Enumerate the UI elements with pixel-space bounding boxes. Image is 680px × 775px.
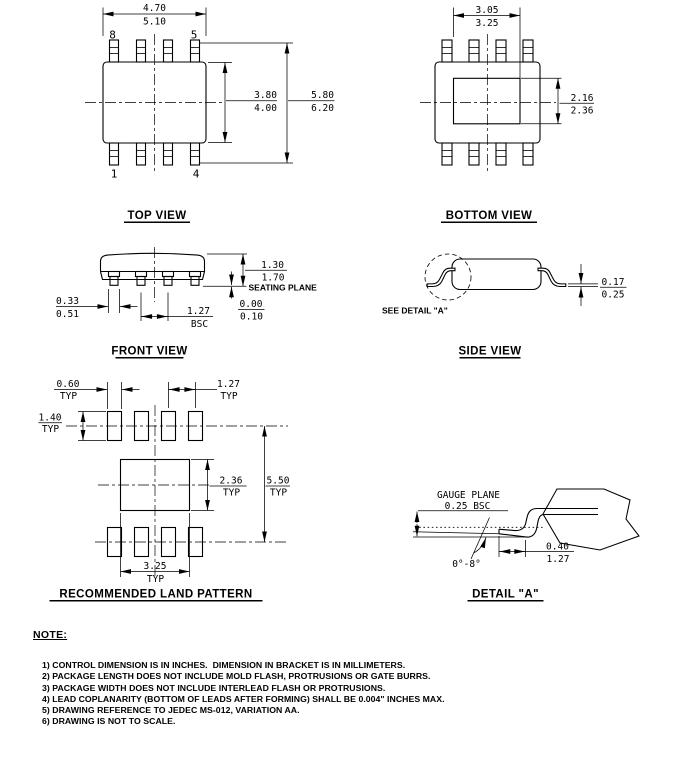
gauge-offset-label: 0.25 BSC	[444, 501, 491, 512]
detail-a-title: DETAIL "A"	[472, 588, 539, 601]
svg-text:5.10: 5.10	[143, 16, 166, 28]
svg-text:2.36: 2.36	[219, 475, 243, 487]
side-view-body	[452, 259, 541, 290]
svg-text:3.05: 3.05	[475, 5, 499, 16]
land-pattern	[39, 379, 291, 601]
front-view-dim-lead-width	[56, 289, 138, 320]
bottom-view-dim-pad-width	[454, 5, 521, 78]
svg-text:1.27: 1.27	[546, 553, 570, 565]
pin-5-label: 5	[190, 28, 198, 42]
svg-text:0.25: 0.25	[601, 289, 625, 301]
bottom-view-title: BOTTOM VIEW	[445, 210, 533, 222]
notes-section	[33, 629, 445, 728]
svg-text:0.00: 0.00	[239, 299, 263, 310]
svg-text:6.20: 6.20	[311, 102, 334, 114]
side-view-lead-right	[538, 268, 566, 286]
bottom-view	[420, 5, 594, 222]
land-dim-row-span	[265, 426, 291, 542]
svg-text:4.00: 4.00	[254, 102, 277, 114]
svg-text:0.10: 0.10	[240, 311, 263, 323]
front-view-dim-pitch	[141, 293, 213, 330]
detail-a-callout-circle	[425, 254, 471, 300]
svg-text:TYP: TYP	[41, 424, 60, 436]
svg-text:1.27: 1.27	[217, 379, 240, 391]
land-pattern-title: RECOMMENDED LAND PATTERN	[59, 588, 253, 601]
notes-list	[42, 660, 445, 728]
note-item: 2) PACKAGE LENGTH DOES NOT INCLUDE MOLD FLASH, PROTRUSIONS OR GATE BURRS.	[42, 671, 431, 682]
svg-text:1.27: 1.27	[187, 306, 210, 318]
svg-text:0.17: 0.17	[601, 276, 625, 288]
front-view-body	[101, 253, 205, 279]
lead-tip-ref	[413, 532, 499, 534]
svg-text:TYP: TYP	[222, 487, 241, 499]
note-item: 6) DRAWING IS NOT TO SCALE.	[42, 716, 176, 727]
front-view-title: FRONT VIEW	[111, 345, 188, 358]
svg-text:TYP: TYP	[220, 390, 238, 402]
svg-text:0.51: 0.51	[56, 308, 79, 320]
top-view-title: TOP VIEW	[127, 210, 187, 222]
svg-text:0.60: 0.60	[56, 379, 80, 391]
land-dim-pitch	[169, 379, 240, 408]
svg-text:2.16: 2.16	[570, 92, 594, 104]
exposed-pad	[454, 78, 521, 124]
svg-text:BSC: BSC	[190, 318, 209, 330]
side-view-title: SIDE VIEW	[458, 345, 522, 358]
svg-text:1.30: 1.30	[261, 259, 284, 271]
front-view-dim-height	[207, 254, 287, 286]
side-view-lead	[427, 268, 455, 286]
svg-text:0.40: 0.40	[546, 541, 569, 553]
pin-1-label: 1	[110, 167, 118, 181]
svg-text:0°-8°: 0°-8°	[452, 559, 481, 570]
note-item: 3) PACKAGE WIDTH DOES NOT INCLUDE INTERLEAD FLASH OR PROTRUSIONS.	[42, 682, 386, 693]
svg-text:3.25: 3.25	[475, 18, 499, 29]
bottom-view-dim-pad-height	[521, 78, 594, 124]
note-item: 4) LEAD COPLANARITY (BOTTOM OF LEADS AFTER FORMING) SHALL BE 0.004" INCHES MAX.	[42, 693, 445, 704]
svg-text:3.25: 3.25	[143, 561, 167, 573]
top-view-dim-body-height	[208, 63, 277, 143]
svg-text:5.80: 5.80	[311, 90, 334, 101]
svg-text:5.50: 5.50	[266, 475, 290, 487]
front-view	[56, 247, 317, 358]
side-view-dim-lead-thickness	[568, 264, 627, 306]
svg-text:3.80: 3.80	[254, 90, 277, 101]
svg-text:TYP: TYP	[59, 390, 78, 402]
svg-text:1.40: 1.40	[38, 412, 62, 424]
svg-text:0.33: 0.33	[56, 296, 79, 308]
svg-text:TYP: TYP	[269, 487, 288, 499]
front-view-dim-standoff	[232, 272, 265, 323]
notes-heading: NOTE:	[33, 629, 68, 641]
note-item: 5) DRAWING REFERENCE TO JEDEC MS-012, VARIATION AA.	[42, 705, 300, 716]
pin-4-label: 4	[192, 167, 200, 181]
svg-text:4.70: 4.70	[143, 3, 166, 14]
pin-8-label: 8	[109, 28, 116, 42]
svg-text:1.70: 1.70	[261, 272, 285, 284]
detail-a-dim-angle	[452, 518, 489, 571]
see-detail-a-label: SEE DETAIL "A"	[382, 305, 448, 316]
gauge-plane-label: GAUGE PLANE	[437, 489, 500, 501]
svg-text:TYP: TYP	[146, 573, 165, 585]
seating-plane-label: SEATING PLANE	[248, 282, 317, 293]
land-dim-pad-width	[54, 379, 140, 409]
top-view	[85, 3, 335, 222]
side-view	[382, 254, 627, 358]
detail-a	[413, 489, 639, 601]
note-item: 1) CONTROL DIMENSION IS IN INCHES. DIMENSION IN BRACKET IS IN MILLIMETERS.	[42, 660, 406, 670]
svg-text:2.36: 2.36	[570, 105, 594, 117]
